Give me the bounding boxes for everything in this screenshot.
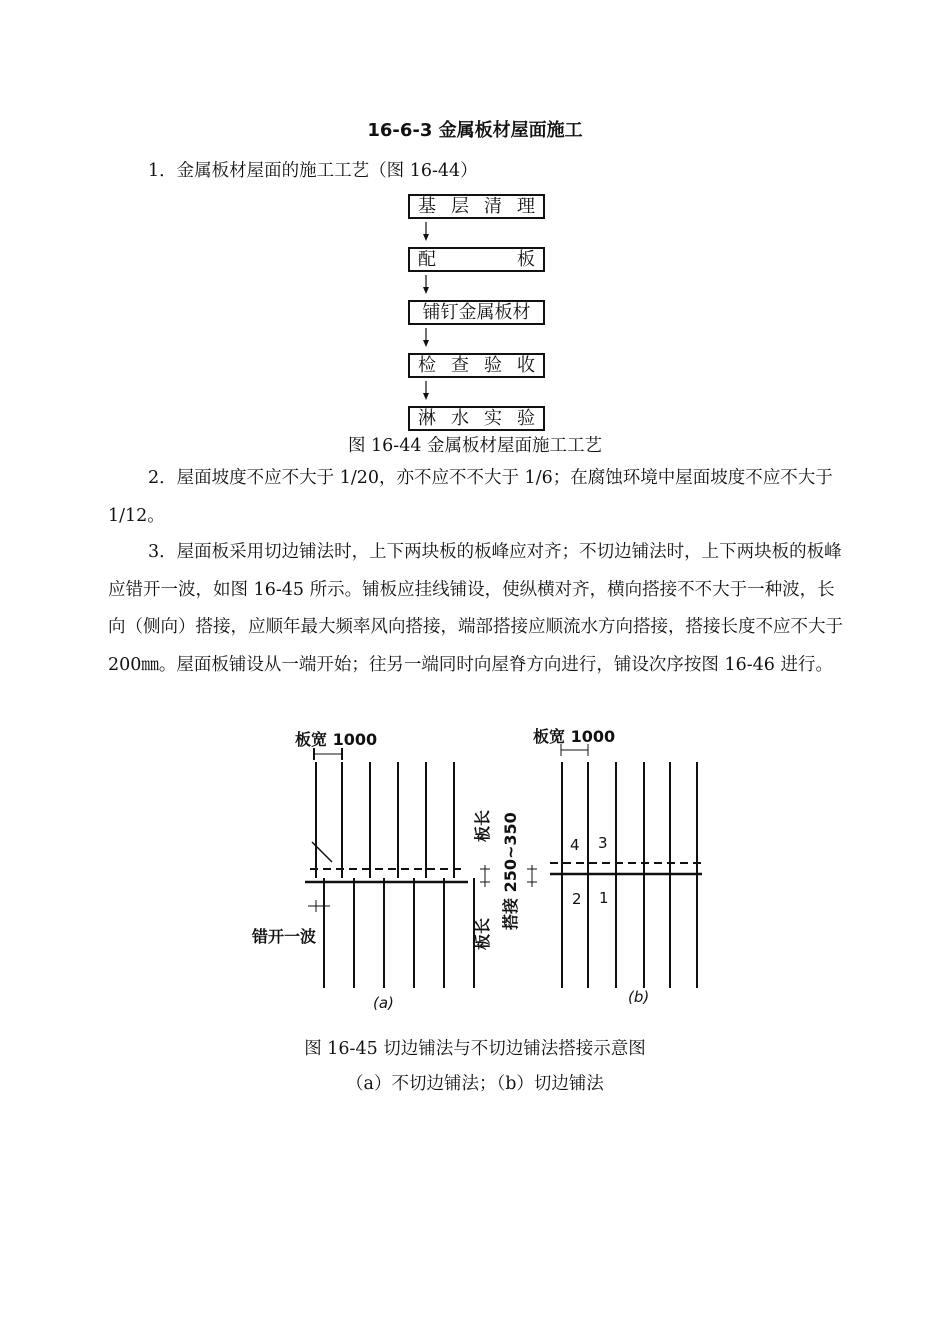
flow-step-char: 检 <box>418 355 436 376</box>
flow-step-char: 收 <box>517 355 535 376</box>
flow-step-char: 清 <box>484 196 502 217</box>
figure-16-44-caption: 图 16-44 金属板材屋面施工工艺 <box>347 436 603 456</box>
flow-step-char: 铺钉金属板材 <box>422 302 531 323</box>
flow-step-2 <box>408 247 545 272</box>
panel-number-3: 3 <box>598 834 608 852</box>
sublabel-a: (a) <box>373 994 394 1012</box>
flow-step-5 <box>408 406 545 431</box>
panel-number-4: 4 <box>570 836 580 854</box>
item-3: 3．屋面板采用切边铺法时，上下两块板的板峰应对齐；不切边铺法时，上下两块板的板峰应错开一波，如图 16-45 所示。铺板应挂线铺设，使纵横对齐，横向搭接不不大于一种波，长向（侧向）搭接，应顺年最大频率风向搭接，端部搭接应顺流水方向搭接，搭接长度不应不大于 200㎜。屋面板铺设从一端开始；往另一端同时向屋脊方向进行，铺设次序按图 16-46 进行。 <box>108 542 843 675</box>
flow-arrow-icon <box>421 220 431 244</box>
flow-step-char: 淋 <box>418 408 436 429</box>
length-label-top: 板长 <box>473 809 492 842</box>
flow-step-4 <box>408 353 545 378</box>
flow-step-char: 水 <box>451 408 469 429</box>
item-2: 2．屋面坡度不应不大于 1/20，亦不应不不大于 1/6；在腐蚀环境中屋面坡度不应不大于 1/12。 <box>108 468 833 526</box>
flow-step-char: 实 <box>484 408 502 429</box>
flow-step-char: 查 <box>451 355 469 376</box>
flow-step-char: 验 <box>484 355 502 376</box>
flow-step-char: 板 <box>517 249 535 270</box>
figure-16-45-caption: 图 16-45 切边铺法与不切边铺法搭接示意图 <box>304 1039 646 1059</box>
item-1: 1．金属板材屋面的施工工艺（图 16-44） <box>148 161 478 181</box>
flow-step-3 <box>408 300 545 325</box>
overlap-diagram <box>250 722 710 1012</box>
flow-step-char: 理 <box>517 196 535 217</box>
diagram-b <box>533 727 702 1006</box>
flow-step-1 <box>408 194 545 219</box>
flow-step-char: 验 <box>517 408 535 429</box>
section-heading: 16-6-3 金属板材屋面施工 <box>367 120 583 141</box>
offset-label: 错开一波 <box>252 927 317 946</box>
flow-step-char: 配 <box>418 249 436 270</box>
sublabel-b: (b) <box>628 988 650 1006</box>
length-label-bottom: 板长 <box>473 917 492 950</box>
figure-16-45-subcaption: （a）不切边铺法；（b）切边铺法 <box>346 1074 604 1094</box>
flow-step-char: 层 <box>451 196 469 217</box>
diagram-a <box>251 730 537 1012</box>
panel-number-1: 1 <box>599 889 609 907</box>
flow-step-char: 基 <box>418 196 436 217</box>
overlap-label: 搭接 250~350 <box>501 812 520 930</box>
flow-arrow-icon <box>421 379 431 403</box>
flow-arrow-icon <box>421 273 431 297</box>
flow-arrow-icon <box>421 326 431 350</box>
width-label-a: 板宽 1000 <box>295 730 378 749</box>
width-label-b: 板宽 1000 <box>533 727 616 746</box>
panel-number-2: 2 <box>572 890 582 908</box>
